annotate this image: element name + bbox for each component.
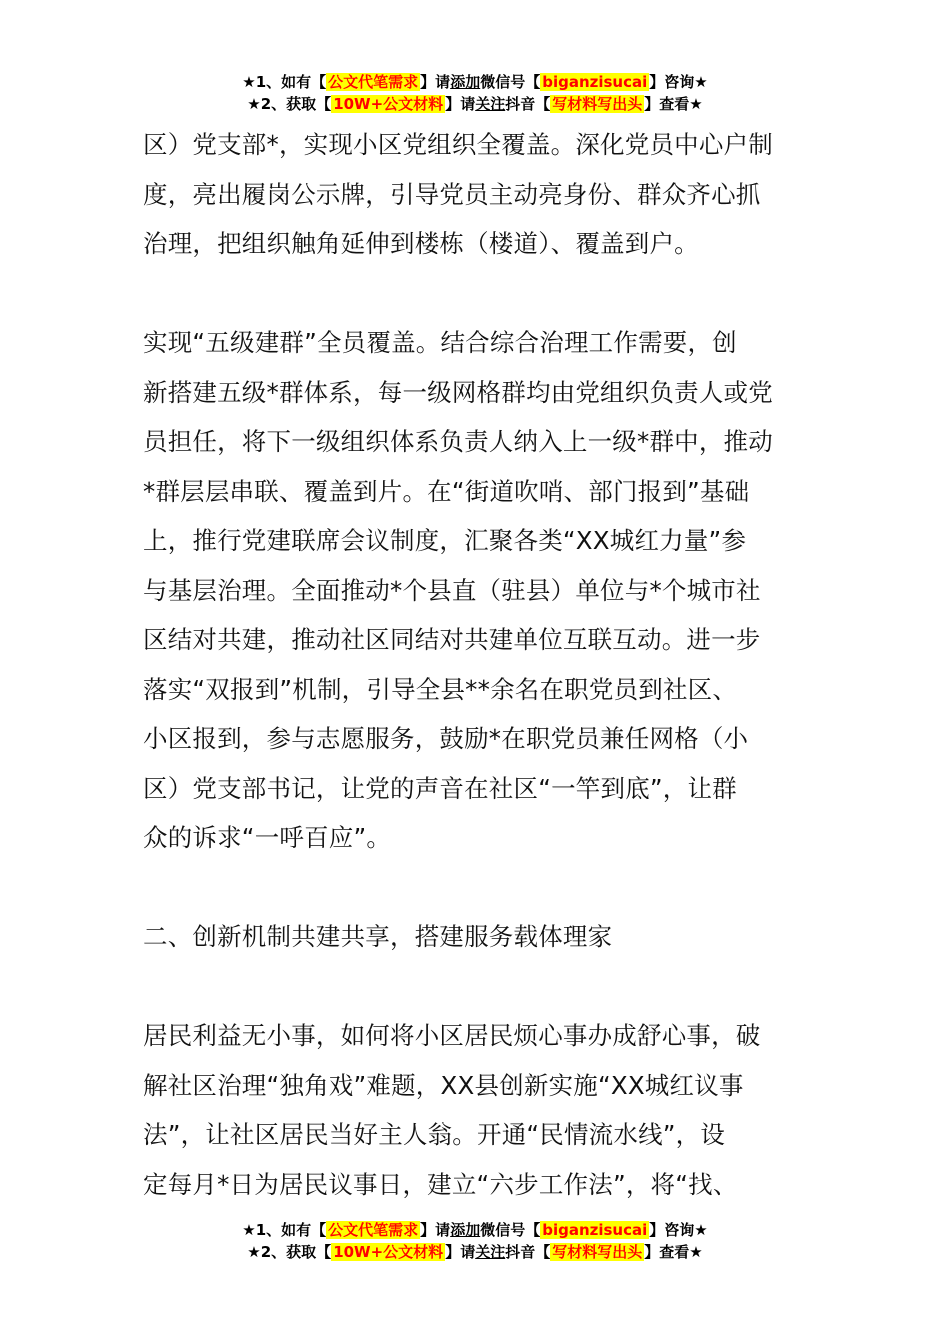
footer-banner (0, 1219, 950, 1263)
header-banner-line-2: ★2、获取【 10W+公文材料 】请关注抖音【 写材料写出头 】查看★ (247, 95, 703, 113)
text-line: 员担任，将下一级组织体系负责人纳入上一级*群中，推动 (143, 427, 773, 456)
highlight-materials: 10W+公文材料 (333, 1243, 444, 1261)
text-line: 实现“五级建群”全员覆盖。结合综合治理工作需要，创 (143, 328, 737, 357)
highlight-service: 公文代笔需求 (328, 1221, 419, 1239)
paragraph-3 (143, 1011, 811, 1209)
highlight-wechat-id: biganzisucai (542, 73, 648, 91)
text-line: 治理，把组织触角延伸到楼栋（楼道）、覆盖到户。 (143, 229, 699, 258)
paragraph-2 (143, 318, 811, 863)
header-banner-line-1: ★1、如有【 公文代笔需求 】请添加微信号【 biganzisucai 】咨询★ (242, 73, 708, 91)
text-line: 解社区治理“独角戏”难题，XX县创新实施“XX城红议事 (143, 1070, 744, 1100)
text-line: 居民利益无小事，如何将小区居民烦心事办成舒心事，破 (143, 1021, 761, 1050)
text-line: 与基层治理。全面推动*个县直（驻县）单位与*个城市社 (143, 575, 761, 605)
footer-banner-line-2: ★2、获取【 10W+公文材料 】请关注抖音【 写材料写出头 】查看★ (247, 1243, 703, 1261)
highlight-materials: 10W+公文材料 (333, 95, 444, 113)
highlight-service: 公文代笔需求 (328, 73, 419, 91)
text-line: 法”，让社区居民当好主人翁。开通“民情流水线”，设 (143, 1120, 726, 1149)
text-line: 新搭建五级*群体系，每一级网格群均由党组织负责人或党 (143, 377, 773, 407)
text-line: 区结对共建，推动社区同结对共建单位互联互动。进一步 (143, 625, 761, 654)
section-heading-2: 二、创新机制共建共享，搭建服务载体理家 (143, 922, 613, 951)
text-line: 众的诉求“一呼百应”。 (143, 823, 392, 852)
highlight-douyin-account: 写材料写出头 (552, 95, 643, 113)
text-line: 小区报到，参与志愿服务，鼓励*在职党员兼任网格（小 (143, 724, 749, 753)
text-line: 度，亮出履岗公示牌，引导党员主动亮身份、群众齐心抓 (143, 179, 761, 209)
header-banner (0, 71, 950, 115)
text-line: 定每月*日为居民议事日，建立“六步工作法”，将“找、 (143, 1169, 738, 1199)
text-line: 区）党支部*，实现小区党组织全覆盖。深化党员中心户制 (143, 130, 773, 159)
footer-banner-line-1: ★1、如有【 公文代笔需求 】请添加微信号【 biganzisucai 】咨询★ (242, 1221, 708, 1239)
text-line: 上，推行党建联席会议制度，汇聚各类“XX城红力量”参 (143, 526, 747, 555)
highlight-douyin-account: 写材料写出头 (552, 1243, 643, 1261)
text-line: 区）党支部书记，让党的声音在社区“一竿到底”，让群 (143, 773, 737, 803)
paragraph-1 (143, 120, 811, 269)
text-line: *群层层串联、覆盖到片。在“街道吹哨、部门报到”基础 (143, 476, 750, 506)
text-line: 落实“双报到”机制，引导全县**余名在职党员到社区、 (143, 674, 738, 704)
document-body (143, 120, 811, 1209)
highlight-wechat-id: biganzisucai (542, 1221, 648, 1239)
